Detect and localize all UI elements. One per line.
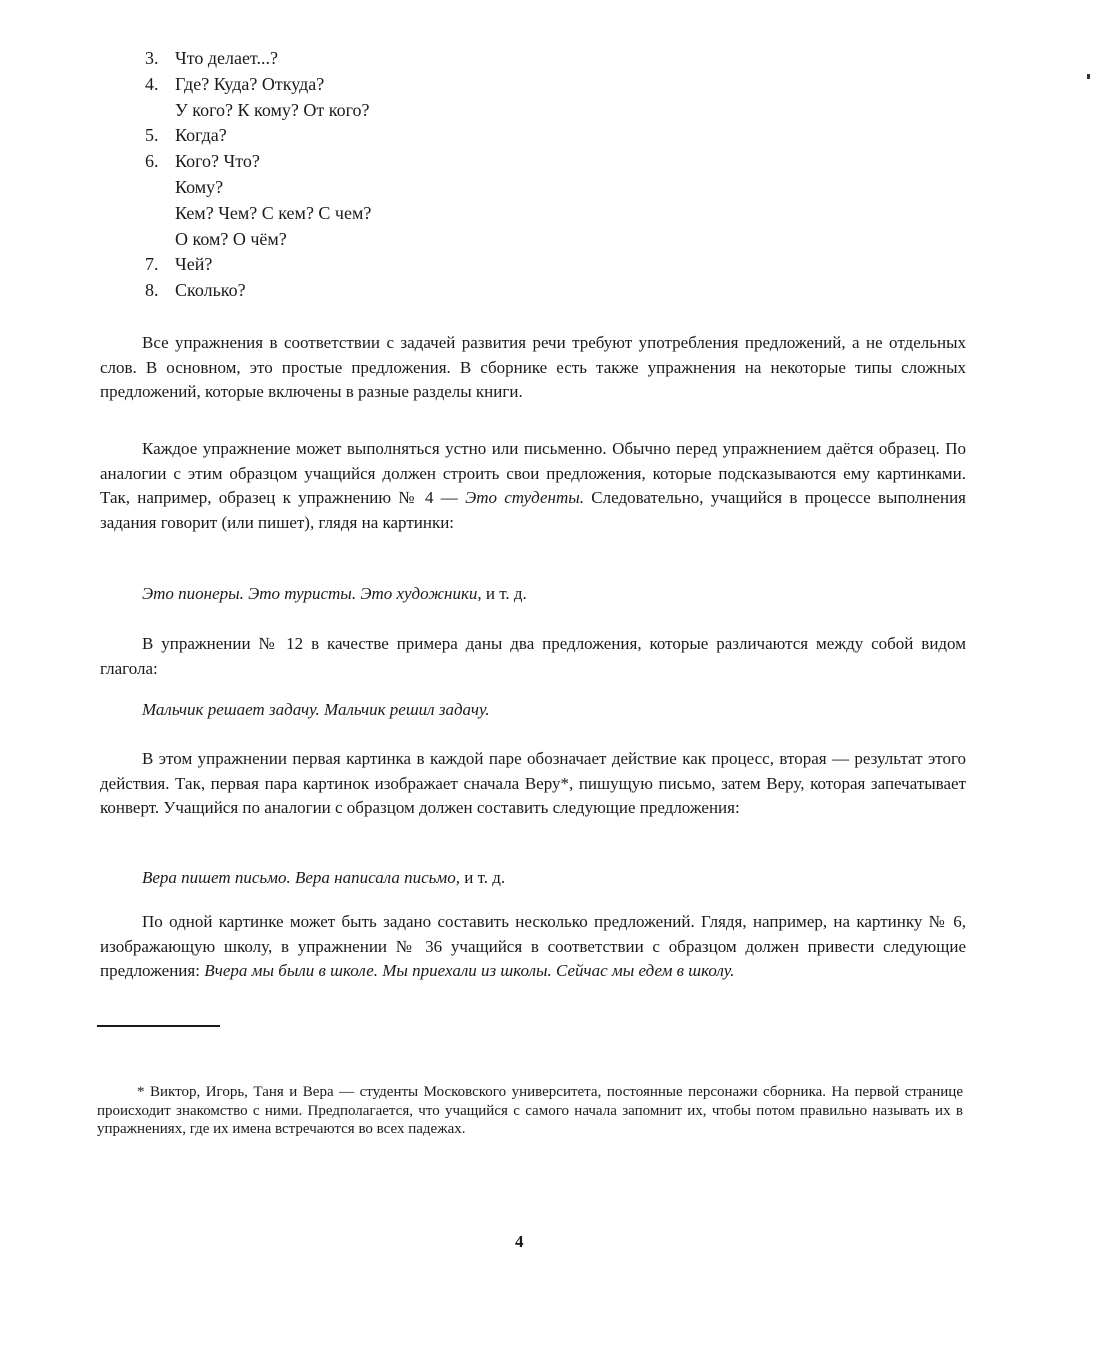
footnote-separator bbox=[97, 1025, 220, 1027]
paragraph-1 bbox=[100, 331, 966, 405]
question-text: Когда? bbox=[175, 125, 227, 146]
paragraph-text: По одной картинке может быть задано составить несколько предложений. Глядя, например, на картинку № 6, изображающую школу, в упражнении № 36 учащийся в соответствии с образцом должен привести следующие предложения: bbox=[100, 912, 966, 981]
paragraph-4 bbox=[100, 747, 966, 821]
question-text: Кем? Чем? С кем? С чем? bbox=[175, 202, 372, 223]
example-inline: Вчера мы были в школе. Мы приехали из школы. Сейчас мы едем в школу. bbox=[204, 961, 735, 981]
paragraph-2 bbox=[100, 437, 966, 535]
question-text: Где? Куда? Откуда? bbox=[175, 73, 325, 94]
question-line bbox=[145, 98, 371, 124]
question-number: 6. bbox=[145, 151, 159, 172]
paragraph-text: Все упражнения в соответствии с задачей развития речи требуют употребления предложений, а не отдельных слов. В основном, это простые предложения. В сборнике есть также упражнения на некоторые типы сложных предложений, которые включены в разные разделы книги. bbox=[100, 333, 966, 402]
question-text: Чей? bbox=[175, 254, 213, 275]
question-number: 8. bbox=[145, 280, 159, 301]
question-number: 4. bbox=[145, 73, 159, 94]
example-1: Это пионеры. Это туристы. Это художники, и т. д. bbox=[142, 584, 527, 603]
question-text: О ком? О чём? bbox=[175, 228, 287, 249]
question-line bbox=[145, 252, 371, 278]
question-line bbox=[145, 175, 371, 201]
question-number: 3. bbox=[145, 48, 159, 68]
page-number: 4 bbox=[515, 1232, 524, 1251]
question-text: Кому? bbox=[175, 176, 224, 197]
question-number: 5. bbox=[145, 125, 159, 146]
question-line bbox=[145, 72, 371, 98]
paragraph-text: В упражнении № 12 в качестве примера даны два предложения, которые различаются между собой видом глагола: bbox=[100, 634, 966, 678]
question-line bbox=[145, 149, 371, 175]
paragraph-text: Следовательно, учащийся в процессе выполнения задания говорит (или пишет), глядя на картинки: bbox=[100, 488, 966, 532]
question-number: 7. bbox=[145, 254, 159, 275]
question-line bbox=[145, 201, 371, 227]
question-list bbox=[145, 46, 371, 304]
question-text: Что делает...? bbox=[175, 48, 278, 68]
example-3: Вера пишет письмо. Вера написала письмо, и т. д. bbox=[142, 868, 506, 887]
scan-speck bbox=[1087, 74, 1090, 79]
question-line bbox=[145, 123, 371, 149]
footnote: * Виктор, Игорь, Таня и Вера — студенты Московского университета, постоянные персонажи сборника. На первой странице происходит знакомство с ними. Предполагается, что учащийся с самого начала запомнит их, чтобы потом правильно называть их в упражнениях, где их имена встречаются во всех падежах. bbox=[97, 1084, 963, 1138]
paragraph-5 bbox=[100, 910, 966, 984]
paragraph-text: Каждое упражнение может выполняться устно или письменно. Обычно перед упражнением даётся образец. По аналогии с этим образцом учащийся должен строить свои предложения, которые подсказываются ему картинками. Так, например, образец к упражнению № 4 — bbox=[100, 439, 966, 508]
question-text: Сколько? bbox=[175, 280, 246, 301]
example-2: Мальчик решает задачу. Мальчик решил задачу. bbox=[142, 700, 490, 719]
question-text: Кого? Что? bbox=[175, 151, 260, 172]
paragraph-text: В этом упражнении первая картинка в каждой паре обозначает действие как процесс, вторая — результат этого действия. Так, первая пара картинок изображает сначала Веру*, пишущую письмо, затем Веру, которая запечатывает конверт. Учащийся по аналогии с образцом должен составить следующие предложения: bbox=[100, 749, 966, 818]
example-inline: Это студенты. bbox=[465, 488, 584, 508]
question-line bbox=[145, 46, 371, 72]
question-line bbox=[145, 278, 371, 304]
question-line bbox=[145, 227, 371, 253]
paragraph-3 bbox=[100, 632, 966, 681]
question-text: У кого? К кому? От кого? bbox=[175, 99, 370, 120]
